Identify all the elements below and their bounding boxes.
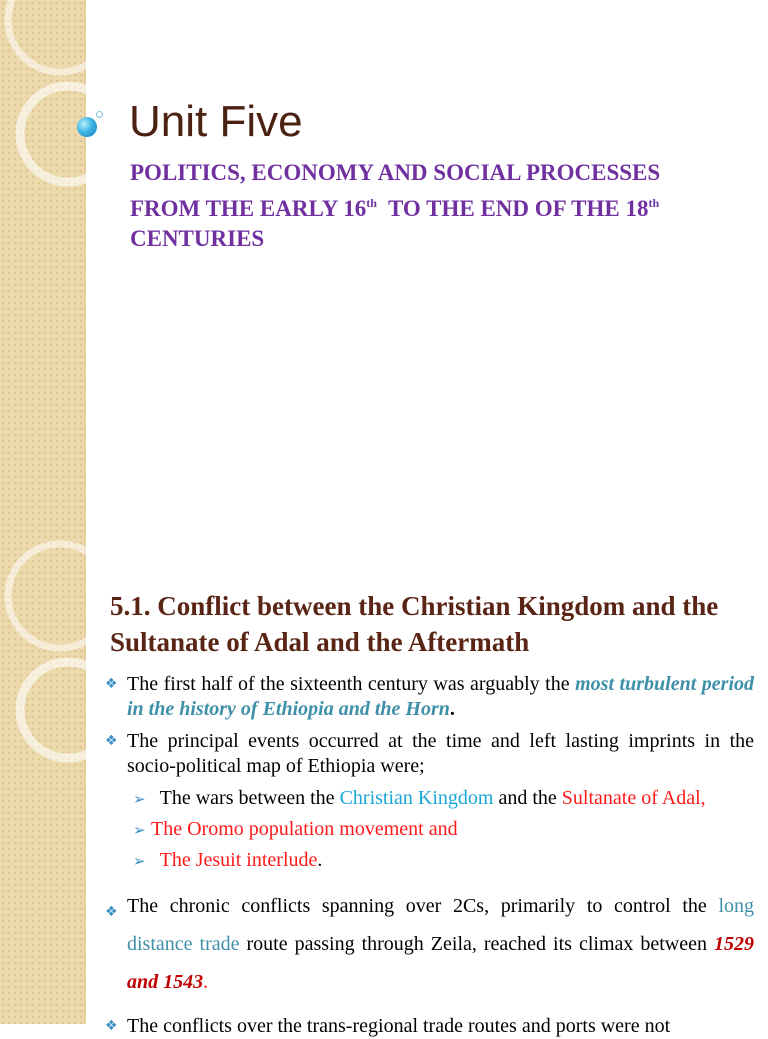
bullet-text: route passing through Zeila, reached its climax between (239, 933, 714, 955)
arrow-bullet-icon: ➢ (133, 821, 146, 839)
sub-bullet-text: The Oromo population movement and (151, 818, 458, 840)
subtitle-text: FROM THE EARLY 16 (130, 196, 367, 221)
slide-subtitle (130, 158, 750, 254)
superscript: th (648, 196, 660, 210)
highlight-years: 1529 and 1543 (127, 933, 754, 993)
subtitle-line-2 (130, 188, 750, 224)
sub-bullet-text: and the (493, 787, 562, 809)
highlight-text: Sultanate of Adal, (561, 787, 706, 809)
superscript: th (366, 196, 377, 210)
bullet-item (105, 729, 754, 779)
subtitle-line-1: POLITICS, ECONOMY AND SOCIAL PROCESSES (130, 160, 661, 185)
small-ring-icon (96, 111, 103, 118)
diamond-bullet-icon: ❖ (105, 676, 118, 692)
period: . (203, 971, 209, 993)
bullet-item (105, 672, 754, 722)
bullet-text: The first half of the sixteenth century was arguably the (127, 673, 576, 695)
section-title: Conflict between the Christian Kingdom and the Sultanate of Adal and the Aftermath (110, 591, 719, 657)
period: . (317, 849, 323, 871)
sub-bullet-item (133, 817, 458, 843)
sub-bullet-item (133, 786, 706, 812)
bullet-item (105, 887, 754, 1001)
subtitle-text: TO THE END OF THE 18 (376, 196, 649, 221)
diamond-bullet-icon: ❖ (105, 904, 118, 920)
arrow-bullet-icon: ➢ (133, 852, 146, 870)
arrow-bullet-icon: ➢ (133, 790, 146, 808)
highlight-text: long distance trade (127, 895, 754, 955)
sub-bullet-item (133, 848, 322, 874)
slide-title: Unit Five (129, 97, 303, 146)
section-dot: . (143, 591, 151, 621)
decorative-circles (0, 0, 130, 576)
title-bullet-icon (77, 117, 97, 137)
bullet-text: The conflicts over the trans-regional trade routes and ports were not (127, 1015, 671, 1037)
bullet-text: The chronic conflicts spanning over 2Cs, primarily to control the (127, 895, 719, 917)
subtitle-line-3: CENTURIES (130, 226, 265, 251)
section-number: 5.1 (110, 591, 144, 621)
diamond-bullet-icon: ❖ (105, 1018, 118, 1034)
sub-bullet-text: The wars between the (155, 787, 340, 809)
sub-bullet-text: The Jesuit interlude (155, 849, 318, 871)
section-heading (110, 588, 760, 660)
bullet-item (105, 1014, 754, 1039)
bullet-text: The principal events occurred at the time and left lasting imprints in the socio-political map of Ethiopia were; (127, 730, 754, 777)
period: . (449, 698, 455, 720)
highlight-text: most turbulent period in the history of Ethiopia and the Horn (127, 673, 754, 720)
content-slide (0, 576, 768, 1037)
diamond-bullet-icon: ❖ (105, 733, 118, 749)
highlight-text: Christian Kingdom (339, 787, 494, 809)
